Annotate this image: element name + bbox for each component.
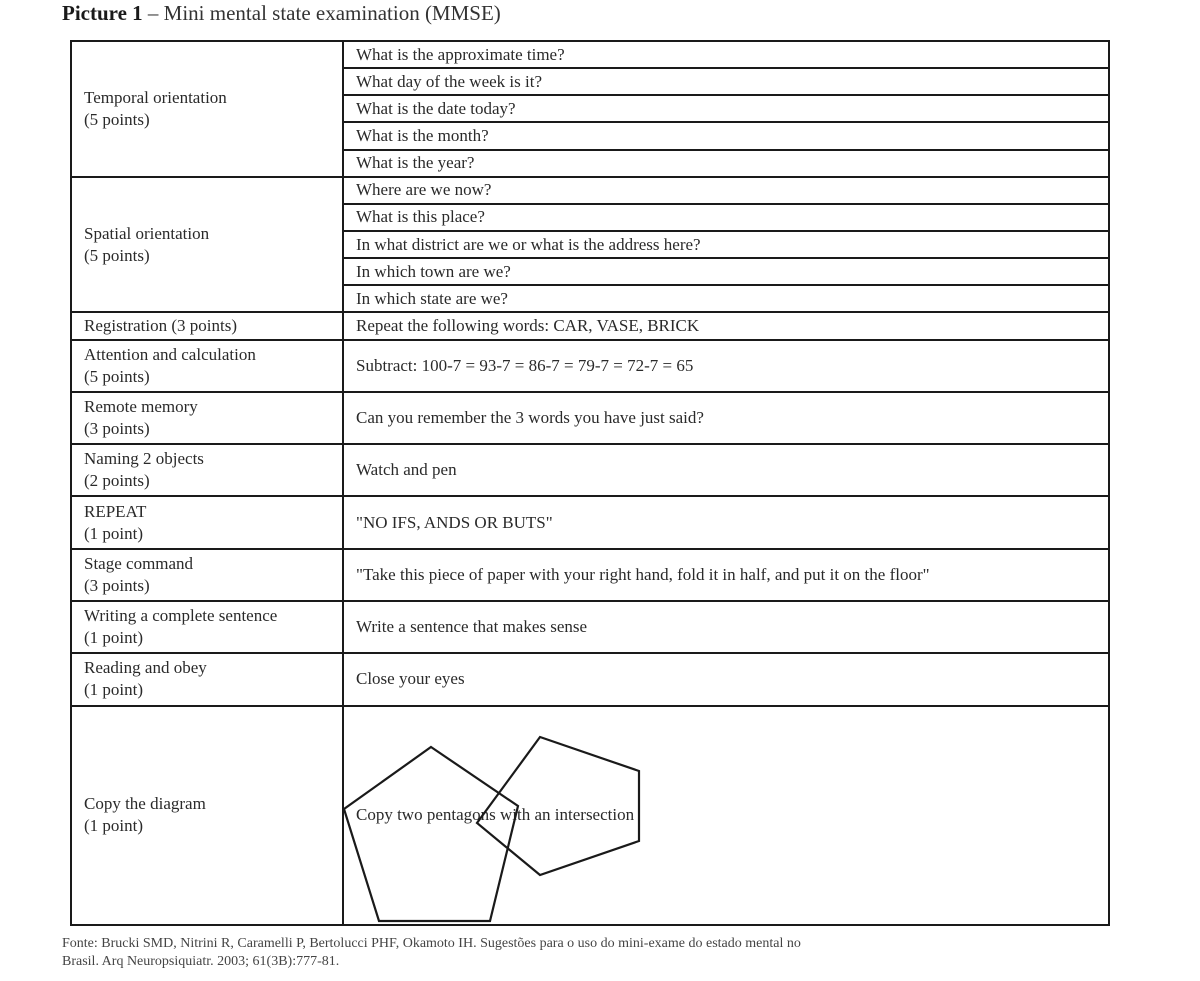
section-name: Copy the diagram — [84, 794, 206, 814]
table-row — [71, 41, 1109, 68]
table-row — [71, 549, 1109, 601]
question-cell: In which town are we? — [343, 258, 1109, 285]
section-points: (1 point) — [84, 680, 144, 700]
mmse-table — [70, 40, 1110, 926]
question-cell: What is the approximate time? — [343, 41, 1109, 68]
question-cell: What day of the week is it? — [343, 68, 1109, 95]
section-name: Stage command — [84, 553, 194, 573]
section-points: (5 points) — [84, 245, 150, 265]
pentagon-right — [477, 737, 639, 875]
table-row — [71, 706, 1109, 925]
task-cell: "NO IFS, ANDS OR BUTS" — [343, 496, 1109, 548]
section-name: Attention and calculation — [84, 344, 256, 364]
citation-line-1: Fonte: Brucki SMD, Nitrini R, Caramelli P, Bertolucci PHF, Okamoto IH. Sugestões para o uso do mini-exame do estado mental no — [62, 936, 801, 951]
section-points: (3 points) — [84, 418, 150, 438]
section-writing-label — [71, 601, 343, 653]
table-row — [71, 177, 1109, 204]
section-name: Reading and obey — [84, 658, 207, 678]
intersecting-pentagons-figure — [344, 707, 1109, 925]
section-stage-label — [71, 549, 343, 601]
question-cell: What is the date today? — [343, 95, 1109, 122]
question-cell: What is the year? — [343, 150, 1109, 177]
question-cell: In which state are we? — [343, 285, 1109, 312]
section-points: (3 points) — [84, 575, 150, 595]
question-cell: What is this place? — [343, 204, 1109, 231]
section-points: (5 points) — [84, 109, 150, 129]
table-row — [71, 340, 1109, 392]
task-cell: Close your eyes — [343, 653, 1109, 705]
section-points: (5 points) — [84, 366, 150, 386]
figure-caption — [62, 0, 501, 26]
section-name: Spatial orientation — [84, 223, 210, 243]
source-citation — [62, 935, 1162, 971]
section-temporal-label — [71, 41, 343, 177]
table-row — [71, 496, 1109, 548]
section-name: Naming 2 objects — [84, 449, 204, 469]
section-attention-label — [71, 340, 343, 392]
question-cell: Where are we now? — [343, 177, 1109, 204]
section-name: Writing a complete sentence — [84, 606, 278, 626]
section-points: (1 point) — [84, 523, 144, 543]
citation-line-2: Brasil. Arq Neuropsiquiatr. 2003; 61(3B):777-81. — [62, 954, 340, 969]
table-row — [71, 392, 1109, 444]
section-name: Remote memory — [84, 396, 198, 416]
section-repeat-label — [71, 496, 343, 548]
section-points: (1 point) — [84, 628, 144, 648]
task-cell: Can you remember the 3 words you have just said? — [343, 392, 1109, 444]
section-naming-label — [71, 444, 343, 496]
section-registration-label: Registration (3 points) — [71, 312, 343, 339]
section-diagram-label — [71, 706, 343, 925]
caption-label: Picture 1 — [62, 1, 143, 25]
task-cell: Subtract: 100-7 = 93-7 = 86-7 = 79-7 = 72-7 = 65 — [343, 340, 1109, 392]
question-cell: What is the month? — [343, 122, 1109, 149]
table-row — [71, 312, 1109, 339]
table-row — [71, 601, 1109, 653]
section-reading-label — [71, 653, 343, 705]
table-row — [71, 653, 1109, 705]
table-row — [71, 444, 1109, 496]
section-memory-label — [71, 392, 343, 444]
section-points: (1 point) — [84, 816, 144, 836]
task-cell: "Take this piece of paper with your right hand, fold it in half, and put it on the floor" — [343, 549, 1109, 601]
section-points: (2 points) — [84, 471, 150, 491]
task-cell: Repeat the following words: CAR, VASE, BRICK — [343, 312, 1109, 339]
section-name: Temporal orientation — [84, 87, 227, 107]
task-cell: Watch and pen — [343, 444, 1109, 496]
task-cell: Copy two pentagons with an intersection — [356, 805, 635, 825]
caption-title: – Mini mental state examination (MMSE) — [142, 1, 501, 25]
section-spatial-label — [71, 177, 343, 313]
section-name: REPEAT — [84, 501, 147, 521]
task-cell: Write a sentence that makes sense — [343, 601, 1109, 653]
question-cell: In what district are we or what is the address here? — [343, 231, 1109, 258]
diagram-cell — [343, 706, 1109, 925]
